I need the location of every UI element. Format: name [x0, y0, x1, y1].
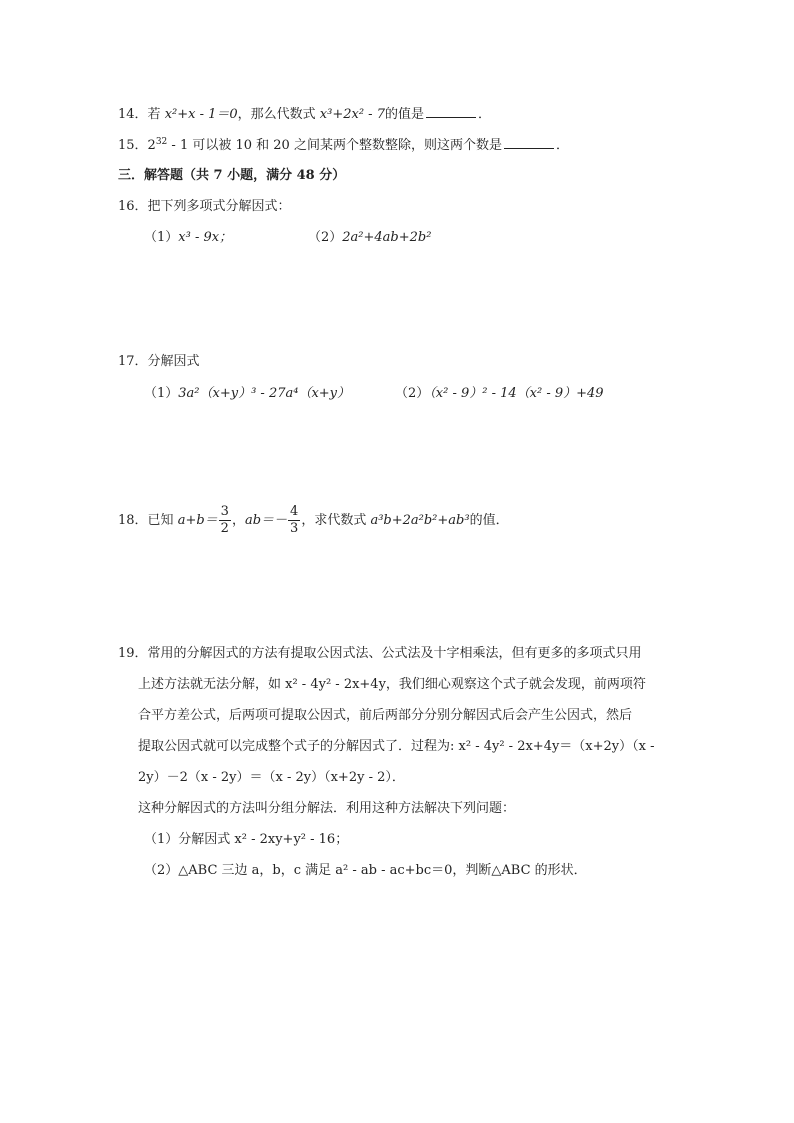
math-expression: （x² - 9）² - 14（x² - 9）+49 — [429, 386, 604, 401]
part-label: （1） — [144, 386, 179, 401]
question-19-line-3: 合平方差公式，后两项可提取公因式，前后两部分分别分解因式后会产生公因式，然后 — [138, 708, 633, 723]
question-text: ． — [478, 107, 492, 122]
question-number: 16． — [118, 199, 148, 214]
question-19-line-5: 2y）－2（x - 2y）＝（x - 2y）（x+2y - 2）． — [138, 770, 405, 785]
question-17-part-1 — [144, 386, 350, 402]
question-19-line-2: 上述方法就无法分解，如 x² - 4y² - 2x+4y，我们细心观察这个式子就会发现，前两项符 — [138, 677, 646, 692]
part-label: （1） — [144, 230, 179, 245]
question-19-line-6: 这种分解因式的方法叫分组分解法．利用这种方法解决下列问题： — [138, 801, 516, 816]
question-16 — [118, 199, 291, 215]
question-14 — [118, 106, 491, 123]
math-condition: x²+x - 1＝0 — [164, 107, 238, 122]
fraction-four-thirds — [288, 504, 300, 537]
question-text: 分解因式 — [147, 354, 200, 369]
math-expression: ab＝－ — [244, 513, 288, 528]
part-label: （2） — [395, 386, 430, 401]
question-18 — [118, 504, 509, 538]
question-16-part-2 — [308, 230, 431, 246]
fraction-denominator: 3 — [290, 521, 299, 536]
math-expression: a³b+2a²b²+ab³ — [370, 513, 470, 528]
math-expression: 3a²（x+y）³ - 27a⁴（x+y） — [178, 386, 351, 401]
power-exponent: 32 — [155, 137, 168, 147]
question-text: 的值是 — [384, 107, 424, 122]
question-text: ，那么代数式 — [237, 107, 320, 122]
math-expression: x³ - 9x； — [178, 230, 233, 245]
question-text: ． — [555, 138, 569, 153]
math-expression: a+b＝ — [177, 513, 218, 528]
question-19 — [118, 646, 642, 662]
question-19-part-2: （2）△ABC 三边 a，b，c 满足 a² - ab - ac+bc＝0，判断△ABC 的形状． — [144, 863, 587, 878]
question-text: 的值． — [469, 513, 509, 528]
question-number: 19． — [118, 646, 148, 661]
math-expression: x³+2x² - 7 — [319, 107, 385, 122]
fraction-numerator: 3 — [220, 504, 229, 519]
part-label: （2） — [308, 230, 343, 245]
fraction-three-halves — [219, 504, 231, 537]
question-17 — [118, 354, 200, 370]
question-text: ，求代数式 — [301, 513, 371, 528]
question-19-part-1: （1）分解因式 x² - 2xy+y² - 16； — [144, 832, 349, 847]
question-number: 15． — [118, 138, 148, 153]
question-17-part-2 — [395, 386, 604, 402]
fraction-numerator: 4 — [290, 504, 299, 519]
question-text: 把下列多项式分解因式： — [147, 199, 291, 214]
question-number: 14． — [118, 107, 148, 122]
question-text: - 1 可以被 10 和 20 之间某两个整数整除，则这两个数是 — [167, 138, 502, 153]
answer-blank[interactable] — [504, 137, 554, 149]
power-base: 2 — [147, 138, 156, 153]
math-expression: 2a²+4ab+2b² — [342, 230, 432, 245]
question-text: 若 — [147, 107, 165, 122]
question-15 — [118, 137, 569, 155]
answer-blank[interactable] — [426, 106, 476, 118]
punctuation: ， — [231, 513, 245, 528]
question-number: 17． — [118, 354, 148, 369]
question-number: 18． — [118, 513, 148, 528]
question-19-line-4: 提取公因式就可以完成整个式子的分解因式了．过程为: x² - 4y² - 2x+4y＝（x+2y）（x - — [138, 739, 655, 754]
question-text: 常用的分解因式的方法有提取公因式法、公式法及十字相乘法，但有更多的多项式只用 — [147, 646, 642, 661]
question-text: 已知 — [147, 513, 178, 528]
section-heading: 三．解答题（共 7 小题，满分 48 分） — [118, 168, 346, 183]
fraction-denominator: 2 — [220, 521, 229, 536]
question-16-part-1 — [144, 230, 232, 246]
